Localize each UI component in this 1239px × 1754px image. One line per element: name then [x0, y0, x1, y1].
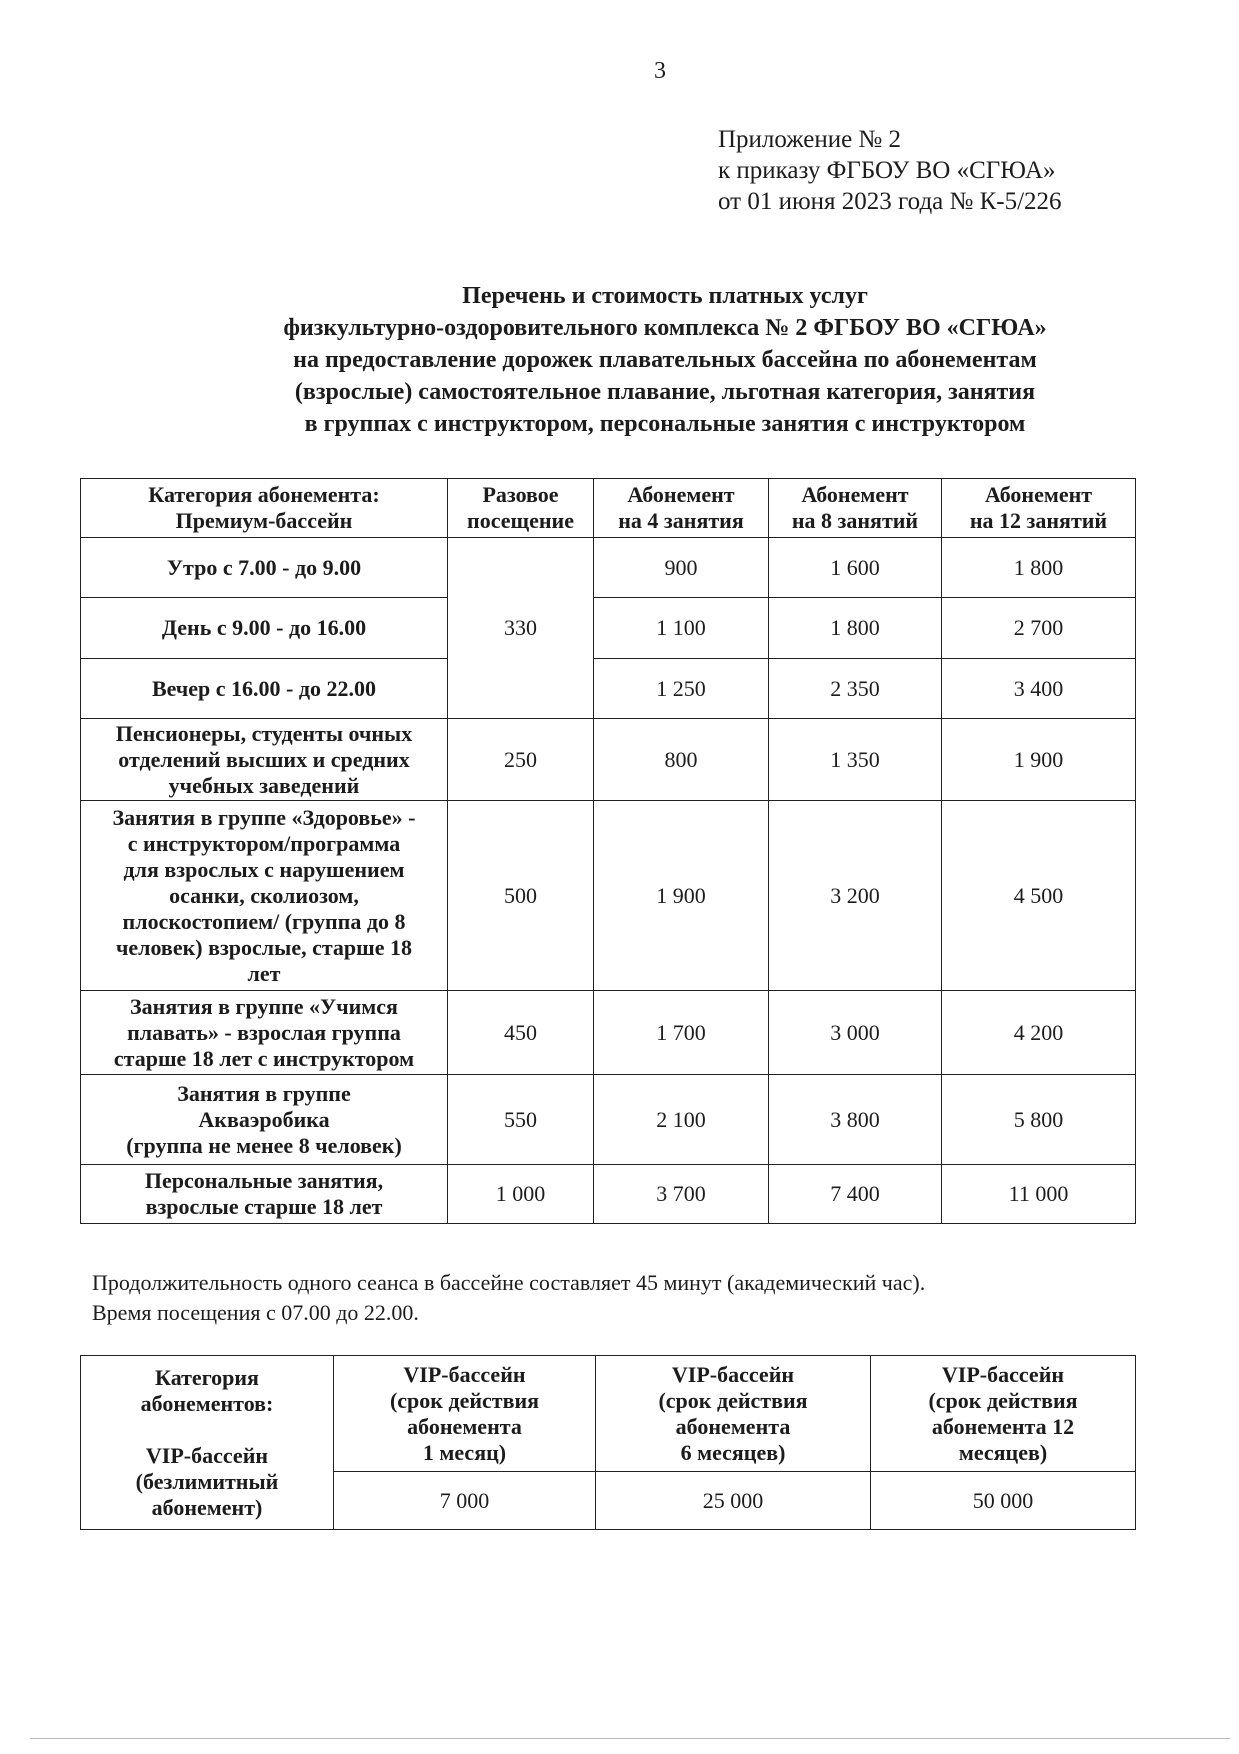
table-row	[81, 801, 1136, 991]
table-row	[81, 1075, 1136, 1165]
price-sub-4: 1 250	[594, 659, 769, 719]
row-category: Занятия в группе «Учимся плавать» - взрослая группа старше 18 лет с инструктором	[81, 991, 448, 1075]
price-sub-12: 11 000	[942, 1165, 1136, 1224]
title-line-3: на предоставление дорожек плавательных бассейна по абонементам	[293, 347, 1037, 373]
premium-pool-price-table	[80, 478, 1136, 1224]
price-sub-12: 3 400	[942, 659, 1136, 719]
vip-header-row	[81, 1356, 1136, 1472]
header-category: Категория абонемента: Премиум-бассейн	[81, 479, 448, 538]
row-category: Вечер с 16.00 - до 22.00	[81, 659, 448, 719]
row-category: Занятия в группе Акваэробика (группа не менее 8 человек)	[81, 1075, 448, 1165]
table-row	[81, 538, 1136, 598]
vip-pool-price-table	[80, 1355, 1136, 1530]
price-sub-12: 4 500	[942, 801, 1136, 991]
header-sub-8: Абонемент на 8 занятий	[769, 479, 942, 538]
title-line-5: в группах с инструктором, персональные занятия с инструктором	[304, 411, 1026, 437]
table-row	[81, 719, 1136, 801]
price-sub-12: 4 200	[942, 991, 1136, 1075]
table-row	[81, 598, 1136, 659]
title-line-4: (взрослые) самостоятельное плавание, льготная категория, занятия	[294, 379, 1036, 405]
price-sub-4: 1 100	[594, 598, 769, 659]
price-sub-8: 2 350	[769, 659, 942, 719]
table-row	[81, 659, 1136, 719]
appendix-line-1: Приложение № 2	[718, 126, 902, 153]
price-sub-4: 2 100	[594, 1075, 769, 1165]
price-sub-8: 3 800	[769, 1075, 942, 1165]
price-sub-8: 3 000	[769, 991, 942, 1075]
row-category: Занятия в группе «Здоровье» - с инструктором/программа для взрослых с нарушением осанки, сколиозом, плоскостопием/ (группа до 8 человек) взрослые, старше 18 лет	[81, 801, 448, 991]
single-visit-price: 1 000	[448, 1165, 594, 1224]
single-visit-price: 250	[448, 719, 594, 801]
single-visit-price: 450	[448, 991, 594, 1075]
single-visit-price: 500	[448, 801, 594, 991]
page-bottom-line	[30, 1738, 1230, 1739]
header-sub-4: Абонемент на 4 занятия	[594, 479, 769, 538]
vip-price-12-months: 50 000	[871, 1472, 1136, 1530]
row-category: День с 9.00 - до 16.00	[81, 598, 448, 659]
note-session-duration: Продолжительность одного сеанса в бассейне составляет 45 минут (академический час).	[92, 1270, 926, 1295]
price-sub-8: 7 400	[769, 1165, 942, 1224]
price-sub-4: 3 700	[594, 1165, 769, 1224]
vip-category: Категория абонементов: VIP-бассейн (безлимитный абонемент)	[81, 1356, 334, 1530]
price-sub-4: 900	[594, 538, 769, 598]
single-visit-price: 550	[448, 1075, 594, 1165]
row-category: Персональные занятия, взрослые старше 18 лет	[81, 1165, 448, 1224]
header-sub-12: Абонемент на 12 занятий	[942, 479, 1136, 538]
price-sub-12: 1 800	[942, 538, 1136, 598]
row-category: Пенсионеры, студенты очных отделений высших и средних учебных заведений	[81, 719, 448, 801]
notes	[92, 1268, 925, 1328]
single-visit-price: 330	[448, 538, 594, 719]
price-sub-4: 1 700	[594, 991, 769, 1075]
vip-header-1-month: VIP-бассейн (срок действия абонемента 1 месяц)	[334, 1356, 596, 1472]
price-sub-12: 1 900	[942, 719, 1136, 801]
appendix-line-2: к приказу ФГБОУ ВО «СГЮА»	[718, 157, 1056, 184]
table-row	[81, 1165, 1136, 1224]
header-single-visit: Разовое посещение	[448, 479, 594, 538]
title-line-1: Перечень и стоимость платных услуг	[462, 283, 868, 309]
row-category: Утро с 7.00 - до 9.00	[81, 538, 448, 598]
vip-price-1-month: 7 000	[334, 1472, 596, 1530]
appendix-line-3: от 01 июня 2023 года № К-5/226	[718, 188, 1062, 215]
price-sub-8: 3 200	[769, 801, 942, 991]
page-number: 3	[654, 58, 666, 84]
price-sub-12: 5 800	[942, 1075, 1136, 1165]
note-visit-hours: Время посещения с 07.00 до 22.00.	[92, 1300, 419, 1325]
price-sub-4: 800	[594, 719, 769, 801]
vip-header-12-months: VIP-бассейн (срок действия абонемента 12 месяцев)	[871, 1356, 1136, 1472]
price-sub-12: 2 700	[942, 598, 1136, 659]
title-line-2: физкультурно-оздоровительного комплекса № 2 ФГБОУ ВО «СГЮА»	[283, 315, 1047, 341]
price-sub-8: 1 350	[769, 719, 942, 801]
table-header-row	[81, 479, 1136, 538]
vip-header-6-months: VIP-бассейн (срок действия абонемента 6 месяцев)	[596, 1356, 871, 1472]
document-title	[130, 280, 1200, 440]
price-sub-8: 1 600	[769, 538, 942, 598]
price-sub-4: 1 900	[594, 801, 769, 991]
price-sub-8: 1 800	[769, 598, 942, 659]
table-row	[81, 991, 1136, 1075]
vip-price-6-months: 25 000	[596, 1472, 871, 1530]
appendix-header	[718, 124, 1062, 217]
